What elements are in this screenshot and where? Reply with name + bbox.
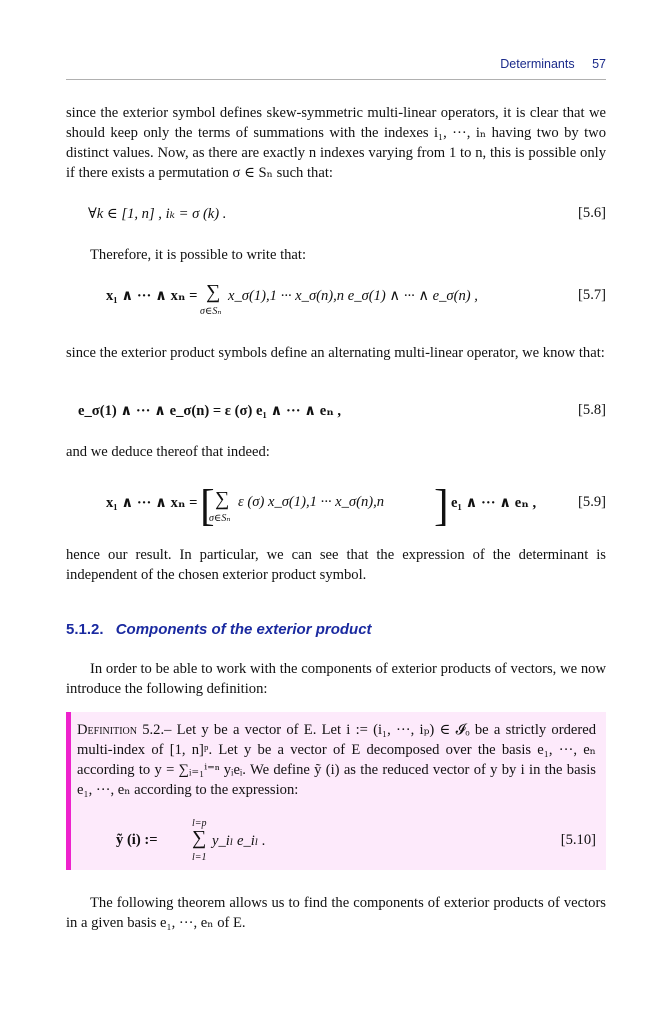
sum-symbol: ∑ [215,488,230,510]
chapter-title: Determinants [500,57,575,71]
paragraph-1: since the exterior symbol defines skew-symmetric multi-linear operators, it is clear that we should keep only the terms of summations with the indexes i₁, ···, iₙ having two by two distinct values. Now, as there are exactly n indexes varying from 1 to n, this is possible only if there exists a permutation σ ∈ Sₙ such that: [66,105,606,181]
equation-5-9 [66,481,606,534]
sum-index: σ∈Sₙ [200,306,222,317]
sum-symbol: ∑ [206,281,221,303]
sum-upper-index: l=p [192,818,207,829]
sum-lower-index: l=1 [192,852,207,863]
paragraph-3: since the exterior product symbols define an alternating multi-linear operator, we know that: [66,345,605,361]
equation-5-6-tag: [5.6] [578,205,606,221]
equation-5-8-tag: [5.8] [578,402,606,418]
running-header [66,57,606,71]
equation-5-8 [66,402,606,442]
equation-5-6 [66,205,606,245]
sum-index: σ∈Sₙ [209,513,231,524]
equation-5-6-body: ∀k ∈ [1, n] , iₖ = σ (k) . [88,206,227,222]
equation-5-9-rhs: e₁ ∧ ··· ∧ eₙ , [451,495,537,511]
equation-5-7-rhs: x_σ(1),1 ··· x_σ(n),n e_σ(1) ∧ ··· ∧ e_σ(n) , [228,288,478,304]
section-heading [66,621,372,638]
paragraph-5: hence our result. In particular, we can see that the expression of the determinant is independent of the chosen exterior product symbol. [66,547,606,583]
paragraph-6: In order to be able to work with the components of exterior products of vectors, we now introduce the following definition: [66,661,606,697]
definition-text [77,720,596,800]
definition-box [66,712,606,870]
equation-5-8-body: e_σ(1) ∧ ··· ∧ e_σ(n) = ε (σ) e₁ ∧ ··· ∧ eₙ , [78,403,342,419]
paragraph-7: The following theorem allows us to find the components of exterior products of vectors in a given basis e₁, ···, eₙ of E. [66,895,606,931]
equation-5-9-inner: ε (σ) x_σ(1),1 ··· x_σ(n),n [238,494,385,510]
paragraph-2: Therefore, it is possible to write that: [90,247,307,263]
header-rule [66,79,606,80]
equation-5-9-tag: [5.9] [578,494,606,510]
paragraph-4: and we deduce thereof that indeed: [66,444,270,460]
definition-label: Definition 5.2.– [77,722,172,738]
right-bracket: ] [434,481,449,530]
equation-5-10-tag: [5.10] [560,832,596,848]
equation-5-10-rhs: y_iₗ e_iₗ . [212,833,266,849]
left-bracket: [ [200,481,215,530]
equation-5-7-tag: [5.7] [578,287,606,303]
definition-body: Let y be a vector of E. Let i := (i₁, ···, iₚ) ∈ 𝓘ₒ be a strictly ordered multi-index of [1, n]ᵖ. Let y be a vector of E decomposed over the basis e₁, ···, eₙ according to y = ∑ᵢ₌₁ⁱ⁼ⁿ yᵢeᵢ. We define ỹ (i) as the reduced vector of y by i in the basis e₁, ···, eₙ according to the expression: [77,722,596,798]
equation-5-7 [66,281,606,327]
equation-5-10-lhs: ỹ (i) := [116,832,158,848]
equation-5-9-lhs: x₁ ∧ ··· ∧ xₙ = [106,495,198,511]
section-number: 5.1.2. [66,621,104,638]
sum-symbol: ∑ [192,827,207,849]
section-title: Components of the exterior product [115,621,372,638]
equation-5-7-lhs: x₁ ∧ ··· ∧ xₙ = [106,288,198,304]
page-number: 57 [592,57,606,71]
equation-5-10 [66,818,596,863]
